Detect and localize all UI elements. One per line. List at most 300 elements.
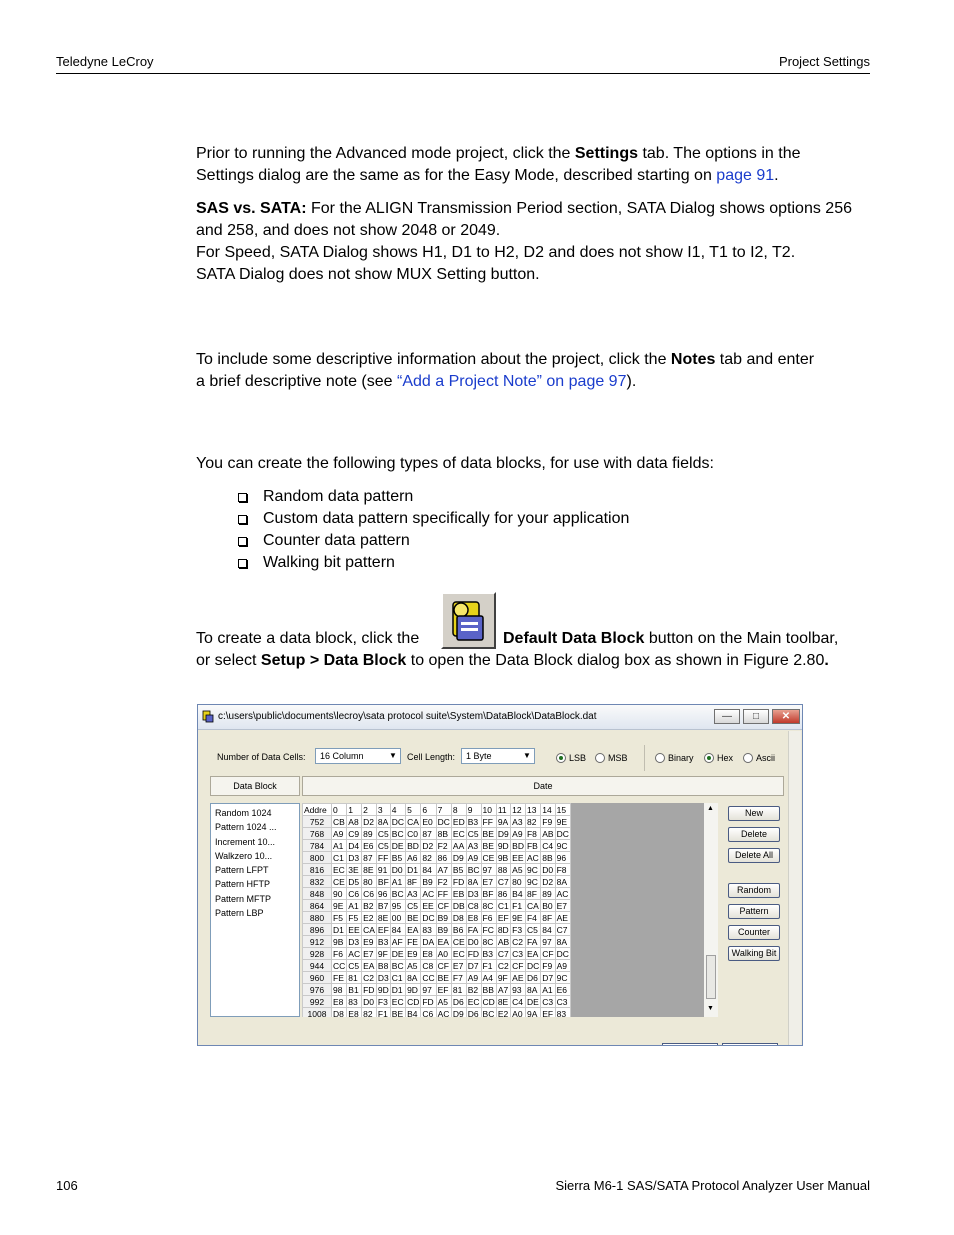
grid-data-cell[interactable]: D6 bbox=[451, 996, 466, 1008]
grid-data-cell[interactable]: C3 bbox=[511, 948, 526, 960]
lsb-radio[interactable] bbox=[556, 753, 566, 763]
grid-data-cell[interactable]: BE bbox=[406, 912, 421, 924]
grid-data-cell[interactable]: B0 bbox=[541, 900, 555, 912]
ascii-radio[interactable] bbox=[743, 753, 753, 763]
grid-data-cell[interactable]: D4 bbox=[347, 840, 362, 852]
grid-data-cell[interactable]: B2 bbox=[466, 984, 481, 996]
grid-data-cell[interactable]: B8 bbox=[377, 960, 389, 971]
grid-data-cell[interactable]: F1 bbox=[511, 900, 526, 912]
grid-data-cell[interactable]: AB bbox=[497, 936, 510, 947]
grid-data-cell[interactable]: A9 bbox=[466, 852, 481, 864]
grid-data-cell[interactable]: A4 bbox=[481, 972, 496, 984]
minimize-button[interactable] bbox=[714, 709, 740, 724]
grid-data-cell[interactable]: 96 bbox=[376, 888, 390, 900]
list-item[interactable]: Pattern HFTP bbox=[215, 879, 271, 890]
grid-data-cell[interactable]: E6 bbox=[362, 840, 377, 852]
grid-data-cell[interactable]: DC bbox=[437, 816, 450, 827]
grid-data-cell[interactable]: EF bbox=[497, 912, 509, 923]
grid-data-cell[interactable]: AB bbox=[542, 828, 554, 839]
grid-data-cell[interactable]: 95 bbox=[390, 900, 405, 912]
counter-button[interactable]: Counter bbox=[728, 925, 780, 940]
grid-data-cell[interactable]: CE bbox=[333, 876, 345, 887]
list-item[interactable]: Pattern 1024 ... bbox=[215, 822, 277, 833]
grid-data-cell[interactable]: FD bbox=[421, 996, 436, 1008]
grid-data-cell[interactable]: BE bbox=[481, 840, 496, 852]
grid-data-cell[interactable]: D7 bbox=[542, 972, 554, 983]
grid-data-cell[interactable]: CA bbox=[363, 924, 375, 935]
grid-data-cell[interactable]: A7 bbox=[496, 984, 510, 996]
grid-data-cell[interactable]: CB bbox=[333, 816, 345, 827]
grid-data-cell[interactable]: 3E bbox=[347, 864, 362, 876]
grid-data-cell[interactable]: B7 bbox=[377, 900, 389, 911]
grid-data-cell[interactable]: A3 bbox=[466, 840, 481, 852]
hex-table[interactable] bbox=[302, 803, 571, 1017]
grid-data-cell[interactable]: B3 bbox=[466, 816, 481, 828]
grid-data-cell[interactable]: 8A bbox=[377, 816, 389, 827]
grid-data-cell[interactable]: 9D bbox=[406, 984, 421, 996]
grid-data-cell[interactable]: FA bbox=[466, 924, 481, 936]
tab-data[interactable]: Date bbox=[302, 776, 784, 796]
grid-data-cell[interactable]: AC bbox=[348, 948, 361, 959]
grid-data-cell[interactable]: 96 bbox=[555, 852, 570, 864]
grid-data-cell[interactable]: E8 bbox=[466, 912, 481, 924]
list-item[interactable]: Random 1024 bbox=[215, 808, 272, 818]
grid-data-cell[interactable]: B9 bbox=[421, 876, 436, 888]
grid-data-cell[interactable]: 84 bbox=[541, 924, 555, 936]
grid-data-cell[interactable]: B1 bbox=[347, 984, 362, 996]
grid-data-cell[interactable]: EC bbox=[333, 864, 345, 875]
grid-data-cell[interactable]: D9 bbox=[451, 852, 466, 864]
grid-data-cell[interactable]: BC bbox=[391, 960, 404, 971]
list-item[interactable]: Walkzero 10... bbox=[215, 850, 273, 861]
grid-data-cell[interactable]: E7 bbox=[362, 948, 377, 960]
grid-data-cell[interactable]: C5 bbox=[406, 900, 421, 912]
grid-data-cell[interactable]: D9 bbox=[451, 1008, 466, 1018]
grid-data-cell[interactable]: F9 bbox=[541, 960, 555, 972]
grid-data-cell[interactable]: B9 bbox=[436, 912, 451, 924]
grid-data-cell[interactable]: 89 bbox=[362, 828, 377, 840]
grid-data-cell[interactable]: DC bbox=[391, 816, 405, 827]
list-item[interactable]: Pattern MFTP bbox=[215, 893, 272, 904]
grid-data-cell[interactable]: 9F bbox=[376, 948, 390, 960]
cancel-button[interactable] bbox=[722, 1043, 778, 1046]
cell-length-select[interactable]: 1 Byte ▼ bbox=[461, 748, 535, 764]
grid-data-cell[interactable]: D0 bbox=[466, 936, 481, 948]
grid-data-cell[interactable]: 93 bbox=[511, 984, 526, 996]
grid-data-cell[interactable]: D6 bbox=[466, 1008, 481, 1018]
maximize-button[interactable] bbox=[743, 709, 769, 724]
grid-data-cell[interactable]: D5 bbox=[347, 876, 362, 888]
grid-data-cell[interactable]: D1 bbox=[390, 984, 405, 996]
grid-data-cell[interactable]: F5 bbox=[332, 912, 347, 924]
grid-data-cell[interactable]: 82 bbox=[421, 852, 436, 864]
delete-all-button[interactable]: Delete All bbox=[728, 848, 780, 863]
grid-data-cell[interactable]: A9 bbox=[555, 960, 570, 972]
grid-data-cell[interactable]: D0 bbox=[362, 996, 377, 1008]
grid-data-cell[interactable]: BC bbox=[391, 888, 404, 899]
grid-data-cell[interactable]: B2 bbox=[362, 900, 377, 912]
grid-data-cell[interactable]: DC bbox=[556, 948, 569, 959]
grid-data-cell[interactable]: AC bbox=[436, 1008, 451, 1018]
grid-data-cell[interactable]: 80 bbox=[511, 876, 526, 888]
grid-data-cell[interactable]: BF bbox=[481, 888, 496, 900]
grid-data-cell[interactable]: F4 bbox=[525, 912, 540, 924]
grid-data-cell[interactable]: D0 bbox=[390, 864, 405, 876]
grid-data-cell[interactable]: EA bbox=[363, 960, 375, 971]
grid-data-cell[interactable]: 9C bbox=[525, 876, 540, 888]
grid-data-cell[interactable]: EE bbox=[512, 852, 524, 863]
grid-data-cell[interactable]: E6 bbox=[555, 984, 570, 996]
grid-data-cell[interactable]: 9A bbox=[496, 816, 510, 828]
grid-data-cell[interactable]: 9E bbox=[511, 912, 526, 924]
grid-data-cell[interactable]: DA bbox=[422, 936, 435, 947]
pattern-button[interactable]: Pattern bbox=[728, 904, 780, 919]
grid-data-cell[interactable]: EF bbox=[436, 984, 451, 996]
grid-data-cell[interactable]: EC bbox=[452, 828, 465, 839]
grid-data-cell[interactable]: C6 bbox=[421, 1008, 436, 1018]
grid-data-cell[interactable]: B3 bbox=[481, 948, 496, 960]
grid-data-cell[interactable]: AA bbox=[452, 840, 465, 851]
grid-data-cell[interactable]: A5 bbox=[511, 864, 526, 876]
grid-data-cell[interactable]: CA bbox=[526, 900, 539, 911]
grid-data-cell[interactable]: C9 bbox=[347, 828, 362, 840]
grid-data-cell[interactable]: AF bbox=[390, 936, 405, 948]
grid-data-cell[interactable]: BF bbox=[377, 876, 389, 887]
grid-data-cell[interactable]: D2 bbox=[421, 840, 436, 852]
grid-data-cell[interactable]: 97 bbox=[541, 936, 555, 948]
grid-data-cell[interactable]: DC bbox=[526, 960, 540, 971]
grid-data-cell[interactable]: F2 bbox=[436, 840, 451, 852]
list-item[interactable]: Increment 10... bbox=[215, 836, 276, 847]
grid-scrollbar[interactable] bbox=[704, 803, 718, 1017]
grid-data-cell[interactable]: AC bbox=[526, 852, 539, 863]
grid-data-cell[interactable]: 9E bbox=[332, 900, 347, 912]
grid-data-cell[interactable]: DC bbox=[422, 912, 435, 923]
grid-data-cell[interactable]: C2 bbox=[497, 960, 509, 971]
add-project-note-link[interactable]: “Add a Project Note” on page 97 bbox=[397, 373, 627, 390]
grid-data-cell[interactable]: D1 bbox=[332, 924, 347, 936]
new-button[interactable]: New bbox=[728, 806, 780, 821]
grid-data-cell[interactable]: FD bbox=[467, 948, 480, 959]
grid-data-cell[interactable]: BC bbox=[481, 1008, 496, 1018]
grid-data-cell[interactable]: FC bbox=[481, 924, 496, 936]
grid-data-cell[interactable]: C4 bbox=[542, 840, 554, 851]
grid-data-cell[interactable]: F1 bbox=[376, 1008, 390, 1018]
grid-data-cell[interactable]: A1 bbox=[390, 876, 405, 888]
grid-data-cell[interactable]: C5 bbox=[347, 960, 362, 972]
grid-data-cell[interactable]: FD bbox=[363, 984, 375, 995]
grid-data-cell[interactable]: B3 bbox=[377, 936, 389, 947]
grid-data-cell[interactable]: F7 bbox=[451, 972, 466, 984]
grid-data-cell[interactable]: CE bbox=[482, 852, 495, 863]
grid-data-cell[interactable]: 8A bbox=[466, 876, 481, 888]
grid-data-cell[interactable]: CD bbox=[407, 996, 420, 1007]
grid-data-cell[interactable]: 82 bbox=[525, 816, 540, 828]
grid-data-cell[interactable]: E7 bbox=[451, 960, 466, 972]
grid-data-cell[interactable]: F6 bbox=[481, 912, 496, 924]
grid-data-cell[interactable]: C5 bbox=[466, 828, 481, 840]
grid-data-cell[interactable]: B5 bbox=[451, 864, 466, 876]
grid-data-cell[interactable]: E8 bbox=[332, 996, 347, 1008]
grid-data-cell[interactable]: 8E bbox=[377, 912, 389, 923]
grid-data-cell[interactable]: C7 bbox=[555, 924, 570, 936]
grid-data-cell[interactable]: 8B bbox=[541, 852, 555, 864]
grid-data-cell[interactable]: C2 bbox=[362, 972, 377, 984]
scroll-down-icon[interactable]: ▼ bbox=[707, 1005, 714, 1012]
grid-data-cell[interactable]: BC bbox=[391, 828, 404, 839]
grid-data-cell[interactable]: C5 bbox=[377, 828, 389, 839]
grid-data-cell[interactable]: F8 bbox=[555, 864, 570, 876]
grid-data-cell[interactable]: 8F bbox=[525, 888, 540, 900]
grid-data-cell[interactable]: CF bbox=[436, 960, 451, 972]
grid-data-cell[interactable]: A6 bbox=[406, 852, 421, 864]
grid-data-cell[interactable]: E8 bbox=[421, 948, 436, 960]
grid-data-cell[interactable]: 8F bbox=[406, 876, 421, 888]
grid-data-cell[interactable]: BB bbox=[481, 984, 496, 996]
grid-data-cell[interactable]: A1 bbox=[332, 840, 347, 852]
grid-data-cell[interactable]: 98 bbox=[332, 984, 347, 996]
grid-data-cell[interactable]: FD bbox=[452, 876, 465, 887]
grid-data-cell[interactable]: C5 bbox=[525, 924, 540, 936]
grid-data-cell[interactable]: E7 bbox=[555, 900, 570, 912]
grid-data-cell[interactable]: 97 bbox=[481, 864, 496, 876]
num-data-cells-select[interactable]: 16 Column ▼ bbox=[315, 748, 401, 764]
grid-data-cell[interactable]: FB bbox=[525, 840, 540, 852]
grid-data-cell[interactable]: D3 bbox=[347, 936, 362, 948]
grid-data-cell[interactable]: DE bbox=[391, 840, 404, 851]
grid-data-cell[interactable]: F8 bbox=[525, 828, 540, 840]
grid-data-cell[interactable]: FF bbox=[481, 816, 496, 828]
grid-data-cell[interactable]: C0 bbox=[406, 828, 421, 840]
grid-data-cell[interactable]: 89 bbox=[541, 888, 555, 900]
grid-data-cell[interactable]: C7 bbox=[497, 876, 509, 887]
grid-data-cell[interactable]: 84 bbox=[421, 864, 436, 876]
walking-bit-button[interactable]: Walking Bit bbox=[728, 946, 780, 961]
grid-data-cell[interactable]: EC bbox=[467, 996, 480, 1007]
grid-data-cell[interactable]: D0 bbox=[542, 864, 554, 875]
grid-data-cell[interactable]: DE bbox=[526, 996, 539, 1007]
grid-data-cell[interactable]: DB bbox=[452, 900, 465, 911]
grid-data-cell[interactable]: EA bbox=[436, 936, 451, 948]
grid-data-cell[interactable]: 8C bbox=[481, 936, 496, 948]
page-91-link[interactable]: page 91 bbox=[716, 167, 775, 184]
grid-data-cell[interactable]: 9E bbox=[555, 816, 570, 828]
grid-data-cell[interactable]: D1 bbox=[406, 864, 421, 876]
grid-data-cell[interactable]: D3 bbox=[377, 972, 389, 983]
grid-data-cell[interactable]: E2 bbox=[362, 912, 377, 924]
grid-data-cell[interactable]: FE bbox=[406, 936, 421, 948]
grid-data-cell[interactable]: F6 bbox=[332, 948, 347, 960]
grid-data-cell[interactable]: AE bbox=[555, 912, 570, 924]
grid-data-cell[interactable]: C6 bbox=[347, 888, 362, 900]
grid-data-cell[interactable]: EE bbox=[348, 924, 360, 935]
grid-data-cell[interactable]: EB bbox=[452, 888, 465, 899]
grid-data-cell[interactable]: 8A bbox=[525, 984, 540, 996]
grid-data-cell[interactable]: 86 bbox=[436, 852, 451, 864]
grid-data-cell[interactable]: CF bbox=[436, 900, 451, 912]
grid-data-cell[interactable]: F3 bbox=[376, 996, 390, 1008]
grid-data-cell[interactable]: A0 bbox=[511, 1008, 526, 1018]
grid-data-cell[interactable]: CC bbox=[422, 972, 435, 983]
grid-data-cell[interactable]: AE bbox=[512, 972, 524, 983]
grid-data-cell[interactable]: C3 bbox=[555, 996, 570, 1008]
grid-data-cell[interactable]: C2 bbox=[511, 936, 526, 948]
grid-data-cell[interactable]: A0 bbox=[436, 948, 451, 960]
grid-data-cell[interactable]: 88 bbox=[496, 864, 510, 876]
grid-data-cell[interactable]: C5 bbox=[377, 840, 389, 851]
grid-data-cell[interactable]: 8E bbox=[362, 864, 377, 876]
grid-data-cell[interactable]: 87 bbox=[421, 828, 436, 840]
grid-data-cell[interactable]: DC bbox=[556, 828, 569, 839]
grid-data-cell[interactable]: 8A bbox=[406, 972, 421, 984]
grid-data-cell[interactable]: A3 bbox=[511, 816, 526, 828]
grid-data-cell[interactable]: B9 bbox=[436, 924, 451, 936]
grid-data-cell[interactable]: FF bbox=[377, 852, 389, 863]
grid-data-cell[interactable]: 9D bbox=[377, 984, 389, 995]
grid-data-cell[interactable]: CF bbox=[512, 960, 524, 971]
grid-data-cell[interactable]: EF bbox=[377, 924, 389, 935]
grid-data-cell[interactable]: C8 bbox=[421, 960, 436, 972]
grid-data-cell[interactable]: CC bbox=[333, 960, 346, 971]
grid-data-cell[interactable]: F5 bbox=[347, 912, 362, 924]
grid-data-cell[interactable]: AC bbox=[422, 888, 435, 899]
grid-data-cell[interactable]: F1 bbox=[481, 960, 496, 972]
grid-data-cell[interactable]: CF bbox=[542, 948, 554, 959]
grid-data-cell[interactable]: 81 bbox=[347, 972, 362, 984]
grid-data-cell[interactable]: E8 bbox=[347, 1008, 362, 1018]
grid-data-cell[interactable]: 8A bbox=[555, 936, 570, 948]
grid-data-cell[interactable]: EA bbox=[406, 924, 421, 936]
grid-data-cell[interactable]: 8B bbox=[436, 828, 451, 840]
grid-data-cell[interactable]: A8 bbox=[347, 816, 362, 828]
grid-data-cell[interactable]: C3 bbox=[542, 996, 554, 1007]
grid-data-cell[interactable]: FA bbox=[525, 936, 540, 948]
grid-data-cell[interactable]: 84 bbox=[390, 924, 405, 936]
grid-data-cell[interactable]: C4 bbox=[511, 996, 526, 1008]
grid-data-cell[interactable]: C8 bbox=[466, 900, 481, 912]
grid-data-cell[interactable]: F2 bbox=[436, 876, 451, 888]
grid-data-cell[interactable]: 8D bbox=[497, 924, 509, 935]
grid-data-cell[interactable]: D2 bbox=[542, 876, 554, 887]
grid-data-cell[interactable]: D3 bbox=[347, 852, 362, 864]
grid-data-cell[interactable]: D9 bbox=[497, 828, 509, 839]
tab-data-block[interactable]: Data Block bbox=[210, 776, 300, 796]
grid-data-cell[interactable]: B5 bbox=[390, 852, 405, 864]
grid-data-cell[interactable]: A3 bbox=[406, 888, 421, 900]
grid-data-cell[interactable]: B4 bbox=[511, 888, 526, 900]
grid-data-cell[interactable]: C1 bbox=[497, 900, 509, 911]
list-item[interactable]: Pattern LFPT bbox=[215, 865, 269, 876]
grid-data-cell[interactable]: 00 bbox=[390, 912, 405, 924]
grid-data-cell[interactable]: 8E bbox=[496, 996, 510, 1008]
grid-data-cell[interactable]: 87 bbox=[362, 852, 377, 864]
grid-data-cell[interactable]: 8F bbox=[541, 912, 555, 924]
grid-data-cell[interactable]: E7 bbox=[481, 876, 496, 888]
random-button[interactable]: Random bbox=[728, 883, 780, 898]
scroll-thumb[interactable] bbox=[706, 955, 716, 999]
grid-data-cell[interactable]: CD bbox=[482, 996, 495, 1007]
grid-data-cell[interactable]: D7 bbox=[466, 960, 481, 972]
grid-data-cell[interactable]: 9C bbox=[525, 864, 540, 876]
list-item[interactable]: Pattern LBP bbox=[215, 908, 264, 919]
grid-data-cell[interactable]: A7 bbox=[436, 864, 451, 876]
grid-data-cell[interactable]: 8C bbox=[481, 900, 496, 912]
grid-data-cell[interactable]: F3 bbox=[511, 924, 526, 936]
grid-data-cell[interactable]: CE bbox=[452, 936, 465, 947]
grid-data-cell[interactable]: C1 bbox=[332, 852, 347, 864]
grid-data-cell[interactable]: D6 bbox=[525, 972, 540, 984]
binary-radio[interactable] bbox=[655, 753, 665, 763]
grid-data-cell[interactable]: EE bbox=[421, 900, 436, 912]
grid-data-cell[interactable]: E9 bbox=[406, 948, 421, 960]
grid-data-cell[interactable]: 97 bbox=[421, 984, 436, 996]
grid-data-cell[interactable]: E9 bbox=[362, 936, 377, 948]
grid-data-cell[interactable]: A1 bbox=[541, 984, 555, 996]
grid-data-cell[interactable]: B6 bbox=[451, 924, 466, 936]
grid-data-cell[interactable]: ED bbox=[452, 816, 465, 827]
grid-data-cell[interactable]: AC bbox=[556, 888, 569, 899]
grid-data-cell[interactable]: A9 bbox=[466, 972, 481, 984]
grid-data-cell[interactable]: BE bbox=[481, 828, 496, 840]
msb-radio[interactable] bbox=[595, 753, 605, 763]
grid-data-cell[interactable]: B4 bbox=[406, 1008, 421, 1018]
grid-data-cell[interactable]: 9C bbox=[555, 840, 570, 852]
grid-data-cell[interactable]: A5 bbox=[436, 996, 451, 1008]
grid-data-cell[interactable]: EA bbox=[525, 948, 540, 960]
grid-data-cell[interactable]: 91 bbox=[376, 864, 390, 876]
grid-data-cell[interactable]: F9 bbox=[541, 816, 555, 828]
grid-data-cell[interactable]: 8A bbox=[555, 876, 570, 888]
grid-data-cell[interactable]: 83 bbox=[347, 996, 362, 1008]
scroll-up-icon[interactable]: ▲ bbox=[707, 805, 714, 812]
data-block-list[interactable] bbox=[210, 803, 300, 1017]
grid-data-cell[interactable]: C6 bbox=[362, 888, 377, 900]
grid-data-cell[interactable]: E2 bbox=[496, 1008, 510, 1018]
grid-data-cell[interactable]: BD bbox=[512, 840, 524, 851]
grid-data-cell[interactable]: 81 bbox=[451, 984, 466, 996]
grid-data-cell[interactable]: A1 bbox=[347, 900, 362, 912]
grid-data-cell[interactable]: BD bbox=[407, 840, 419, 851]
grid-data-cell[interactable]: 83 bbox=[421, 924, 436, 936]
grid-data-cell[interactable]: 9A bbox=[525, 1008, 540, 1018]
grid-data-cell[interactable]: 9D bbox=[497, 840, 509, 851]
grid-data-cell[interactable]: D3 bbox=[466, 888, 481, 900]
grid-data-cell[interactable]: EC bbox=[452, 948, 465, 959]
grid-data-cell[interactable]: 9B bbox=[332, 936, 347, 948]
grid-data-cell[interactable]: D8 bbox=[451, 912, 466, 924]
grid-data-cell[interactable]: BC bbox=[467, 864, 480, 875]
grid-data-cell[interactable]: D8 bbox=[332, 1008, 347, 1018]
hex-radio[interactable] bbox=[704, 753, 714, 763]
data-grid[interactable] bbox=[302, 803, 704, 1017]
grid-data-cell[interactable]: FE bbox=[332, 972, 347, 984]
grid-data-cell[interactable]: 9B bbox=[496, 852, 510, 864]
grid-data-cell[interactable]: E0 bbox=[421, 816, 436, 828]
grid-data-cell[interactable]: A9 bbox=[332, 828, 347, 840]
grid-data-cell[interactable]: D2 bbox=[362, 816, 377, 828]
grid-data-cell[interactable]: C7 bbox=[497, 948, 509, 959]
ok-button[interactable] bbox=[662, 1043, 718, 1046]
grid-data-cell[interactable]: 90 bbox=[332, 888, 347, 900]
grid-data-cell[interactable]: 83 bbox=[555, 1008, 570, 1018]
grid-data-cell[interactable]: 82 bbox=[362, 1008, 377, 1018]
grid-data-cell[interactable]: BE bbox=[390, 1008, 405, 1018]
grid-data-cell[interactable]: DE bbox=[391, 948, 404, 959]
grid-data-cell[interactable]: A9 bbox=[511, 828, 526, 840]
grid-data-cell[interactable]: A5 bbox=[406, 960, 421, 972]
grid-data-cell[interactable]: EF bbox=[541, 1008, 555, 1018]
grid-data-cell[interactable]: 86 bbox=[496, 888, 510, 900]
